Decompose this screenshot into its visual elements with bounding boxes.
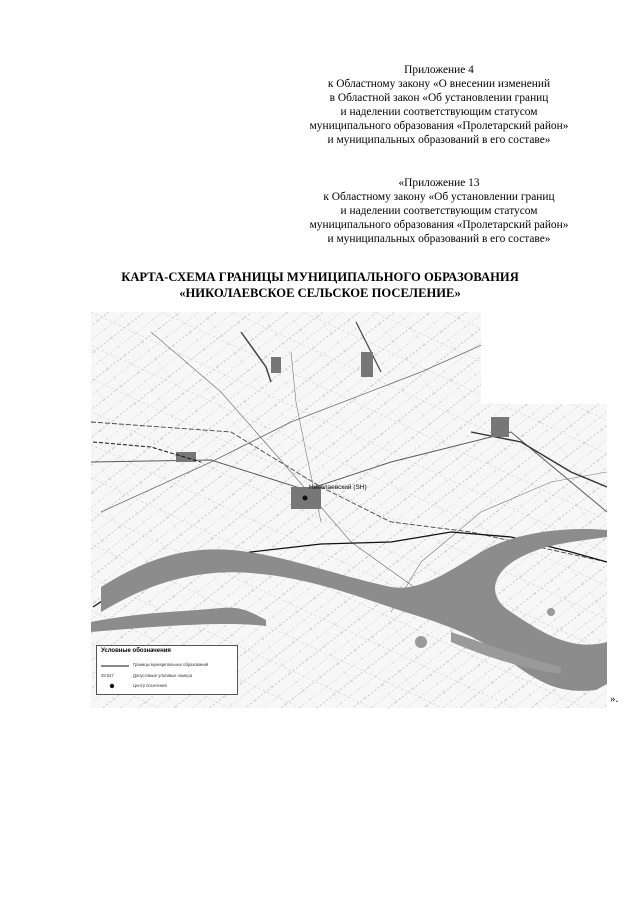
annex-13-header [280, 176, 598, 246]
settlement-center-dot [303, 496, 308, 501]
closing-quote-mark: ». [610, 693, 619, 705]
map-scheme [91, 312, 607, 708]
annex-4-header [280, 63, 598, 147]
annex-line: муниципального образования «Пролетарский район» [309, 219, 569, 231]
legend-title: Условные обозначения [101, 648, 171, 654]
settlement-label: Николаевский (SH) [309, 484, 367, 491]
legend-row-text: Центр поселения [133, 683, 167, 688]
annex-line: и наделении соответствующим статусом [340, 106, 538, 118]
center-dot-symbol [109, 683, 115, 689]
legend-code: 25:047 [101, 673, 114, 678]
annex-line: и муниципальных образований в его составе» [327, 134, 551, 146]
legend-row-text: Границы муниципальных образований [133, 662, 209, 667]
annex-line: в Областной закон «Об установлении границ [329, 92, 549, 104]
annex-line: к Областному закону «Об установлении границ [323, 191, 555, 203]
annex-line: к Областному закону «О внесении изменений [327, 78, 551, 90]
annex-line: и муниципальных образований в его составе» [327, 233, 551, 245]
document-title [60, 269, 580, 301]
boundary-line-symbol [101, 664, 129, 668]
map-legend [96, 645, 238, 695]
annex-line: Приложение 4 [404, 64, 474, 76]
title-line-1: КАРТА-СХЕМА ГРАНИЦЫ МУНИЦИПАЛЬНОГО ОБРАЗОВАНИЯ [121, 270, 519, 284]
title-line-2: «НИКОЛАЕВСКОЕ СЕЛЬСКОЕ ПОСЕЛЕНИЕ» [179, 286, 461, 300]
legend-row-text: Допустимые ультивые номера [133, 673, 193, 678]
annex-line: и наделении соответствующим статусом [340, 205, 538, 217]
annex-line: «Приложение 13 [398, 177, 480, 189]
annex-line: муниципального образования «Пролетарский район» [309, 120, 569, 132]
